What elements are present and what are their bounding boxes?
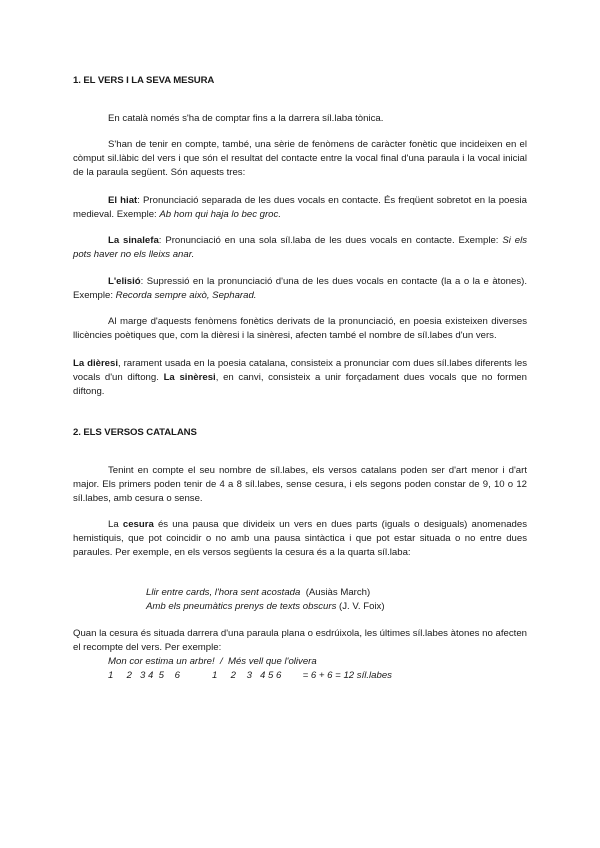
hiat-example: Ab hom qui haja lo bec groc.: [159, 209, 281, 220]
dieresi-paragraph: [73, 357, 527, 399]
hiat-term: El hiat: [108, 195, 138, 206]
sinalefa-term: La sinalefa: [108, 235, 159, 246]
sineresi-text: , en canvi, consisteix a unir forçadament dues vocals que no formen diftong.: [73, 372, 527, 397]
elisio-example: Recorda sempre això, Sepharad.: [115, 290, 257, 301]
sinalefa-paragraph: [73, 234, 527, 262]
dieresi-term: La dièresi: [73, 358, 119, 369]
sineresi-term: La sinèresi: [163, 372, 216, 383]
scansion-line: 1 2 3 4 5 6 1 2 3 4 5 6 = 6 + 6 = 12 síl.labes: [108, 670, 392, 681]
verse-2-author: (J. V. Foix): [339, 601, 385, 612]
sinalefa-text: : Pronunciació en una sola síl.laba de les dues vocals en contacte. Exemple:: [158, 235, 503, 246]
dieresi-text: , rarament usada en la poesia catalana, consisteix a pronunciar com dues síl.labes diferents les vocals d'un diftong.: [73, 358, 528, 383]
cesura-text: és una pausa que divideix un vers en dues parts (iguals o desiguals) anomenades hemistiquis, que pot coincidir o no amb una pausa sintàctica i que pot estar situada o no entre dues paraules. Per exemple, en els versos següents la cesura és a la quarta síl.laba:: [73, 519, 527, 558]
section-1-paragraph-1: En català només s'ha de comptar fins a la darrera síl.laba tònica.: [108, 113, 384, 124]
section-2-paragraph-1: Tenint en compte el seu nombre de síl.labes, els versos catalans poden ser d'art menor i d'art major. Els primers poden tenir de 4 a 8 síl.labes, sense cesura, i els segons poden constar de 9, 10 o 12 síl.labes, amb cesura o sense.: [73, 465, 527, 504]
cesura-term: cesura: [122, 519, 154, 530]
example-verse-line: Mon cor estima un arbre! / Més vell que l'olivera: [108, 656, 317, 667]
section-2-paragraph-2: Quan la cesura és situada darrera d'una paraula plana o esdrúixola, les últimes síl.labes àtones no afecten el recompte del vers. Per exemple:: [73, 628, 527, 653]
elisio-text: : Supressió en la pronunciació d'una de les dues vocals en contacte (la a o la e àtones). Exemple:: [73, 276, 527, 301]
hiat-text: : Pronunciació separada de les dues vocals en contacte. És freqüent sobretot en la poesia medieval. Exemple:: [73, 195, 527, 220]
verse-1-author: (Ausiàs March): [305, 587, 371, 598]
verse-1-text: Llir entre cards, l'hora sent acostada: [146, 587, 301, 598]
hiat-paragraph: [73, 194, 527, 222]
verse-line-1: [146, 586, 370, 600]
elisio-paragraph: [73, 275, 527, 303]
section-1-paragraph-3: Al marge d'aquests fenòmens fonètics derivats de la pronunciació, en poesia existeixen diverses llicències poètiques que, com la dièresi i la sinèresi, afecten també el nombre de síl.labes d'un vers.: [73, 316, 527, 341]
sinalefa-example: Si els pots haver no els lleixs anar.: [73, 235, 528, 260]
verse-line-2: [146, 600, 385, 614]
elisio-term: L'elisió: [108, 276, 141, 287]
section-1-paragraph-2: S'han de tenir en compte, també, una sèrie de fenòmens de caràcter fonètic que incideixen en el còmput sil.làbic del vers i que són el resultat del contacte entre la vocal final d'una paraula i la vocal inicial de la paraula següent. Són aquests tres:: [73, 139, 527, 178]
cesura-paragraph: [73, 518, 527, 560]
section-2-heading: 2. ELS VERSOS CATALANS: [73, 427, 197, 438]
section-1-heading: 1. EL VERS I LA SEVA MESURA: [73, 75, 215, 86]
cesura-prefix: La: [108, 519, 123, 530]
verse-2-text: Amb els pneumàtics prenys de texts obscurs: [146, 601, 337, 612]
